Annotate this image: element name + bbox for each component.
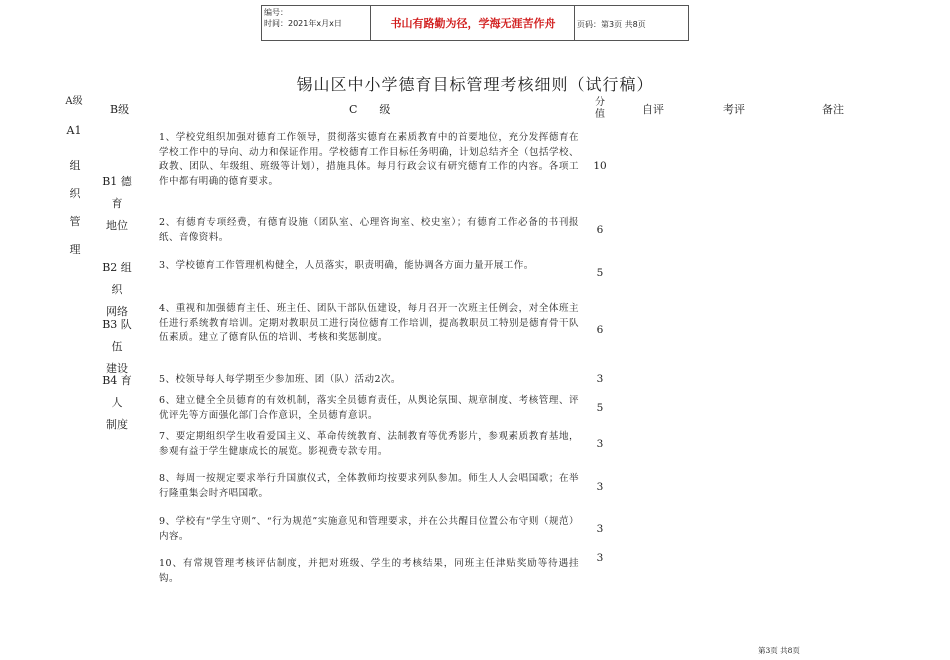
b-level-code: B3 xyxy=(102,318,118,331)
b-level-name-part: 制度 xyxy=(106,418,128,431)
score-value: 3 xyxy=(596,438,604,450)
c-item-4: 4、重视和加强德育主任、班主任、团队干部队伍建设，每月召开一次班主任例会，对全体班主任进行系统教育培训。定期对教职员工进行岗位德育工作培训，提高教职员工特别是德育骨干队伍素质。建立了德育队伍的培训、考核和奖惩制度。 xyxy=(159,303,579,343)
b-level-code: B1 xyxy=(102,175,118,188)
column-header-eval: 考评 xyxy=(723,103,745,116)
score-value: 6 xyxy=(596,324,604,336)
b-level-name-part: 地位 xyxy=(106,219,128,232)
c-item-10: 10、有常规管理考核评估制度，并把对班级、学生的考核结果，同班主任津贴奖励等待遇挂钩。 xyxy=(159,558,579,584)
b-level-name-part: 组织 xyxy=(111,261,132,296)
c-item-7: 7、要定期组织学生收看爱国主义、革命传统教育、法制教育等优秀影片，参观素质教育基地，参观有益于学生健康成长的展览。影视费专款专用。 xyxy=(159,431,579,457)
header-time-label: 时间：2021年x月x日 xyxy=(264,19,342,28)
a-level-code: A1 xyxy=(66,124,82,137)
score-value: 3 xyxy=(596,552,604,564)
b-level-name-part: 建设 xyxy=(106,362,128,375)
a-level-name: 组织管理 xyxy=(69,159,81,256)
column-header-c: C 级 xyxy=(349,103,391,116)
b-level-code: B4 xyxy=(102,374,118,387)
score-value: 10 xyxy=(593,160,607,172)
header-motto: 书山有路勤为径，学海无涯苦作舟 xyxy=(390,17,556,30)
score-value: 6 xyxy=(596,224,604,236)
score-value: 3 xyxy=(596,373,604,385)
b-level-label xyxy=(97,370,137,436)
footer-page-number: 第3页 共8页 xyxy=(758,646,800,655)
b-level-label xyxy=(97,171,137,237)
score-value: 5 xyxy=(596,402,604,414)
b-level-name-part: 队伍 xyxy=(111,318,132,353)
c-item-3: 3、学校德育工作管理机构健全，人员落实，职责明确，能协调各方面力量开展工作。 xyxy=(159,260,534,271)
page-title: 锡山区中小学德育目标管理考核细则（试行稿） xyxy=(296,75,654,94)
column-header-b: B级 xyxy=(110,103,130,116)
header-number-label: 编号： xyxy=(264,8,288,17)
b-level-name-part: 德育 xyxy=(111,175,132,210)
column-header-score: 分值 xyxy=(595,97,605,120)
b-level-code: B2 xyxy=(102,261,118,274)
c-item-8: 8、每周一按规定要求举行升国旗仪式，全体教师均按要求列队参加。师生人人会唱国歌；在举行隆重集会时齐唱国歌。 xyxy=(159,473,579,499)
b-level-name-part: 网络 xyxy=(106,305,128,318)
score-value: 3 xyxy=(596,523,604,535)
c-item-6: 6、建立健全全员德育的有效机制，落实全员德育责任，从舆论氛围、规章制度、考核管理、评优评先等方面强化部门合作意识，全员德育意识。 xyxy=(159,395,579,421)
column-header-self: 自评 xyxy=(642,103,664,116)
header-divider xyxy=(574,5,575,41)
header-page-label: 页码：第3页 共8页 xyxy=(577,20,646,29)
c-item-1: 1、学校党组织加强对德育工作领导，贯彻落实德育在素质教育中的首要地位，充分发挥德育在学校工作中的导向、动力和保证作用。学校德育工作目标任务明确，计划总结齐全（包括学校、政教、团队、年级组、班级等计划），措施具体。每月行政会议有研究德育工作的内容。各项工作中都有明确的德育要求。 xyxy=(159,132,579,187)
b-level-name-part: 育人 xyxy=(111,374,132,409)
score-value: 5 xyxy=(596,267,604,279)
column-header-notes: 备注 xyxy=(822,103,844,116)
score-value: 3 xyxy=(596,481,604,493)
c-item-5: 5、校领导每人每学期至少参加班、团（队）活动2次。 xyxy=(159,374,401,385)
header-divider xyxy=(370,5,371,41)
column-header-a: A级 xyxy=(65,96,83,107)
c-item-9: 9、学校有“学生守则”、“行为规范”实施意见和管理要求，并在公共醒目位置公布守则（规范）内容。 xyxy=(159,516,579,542)
c-item-2: 2、有德育专项经费，有德育设施（团队室、心理咨询室、校史室）；有德育工作必备的书刊报纸、音像资料。 xyxy=(159,217,579,243)
